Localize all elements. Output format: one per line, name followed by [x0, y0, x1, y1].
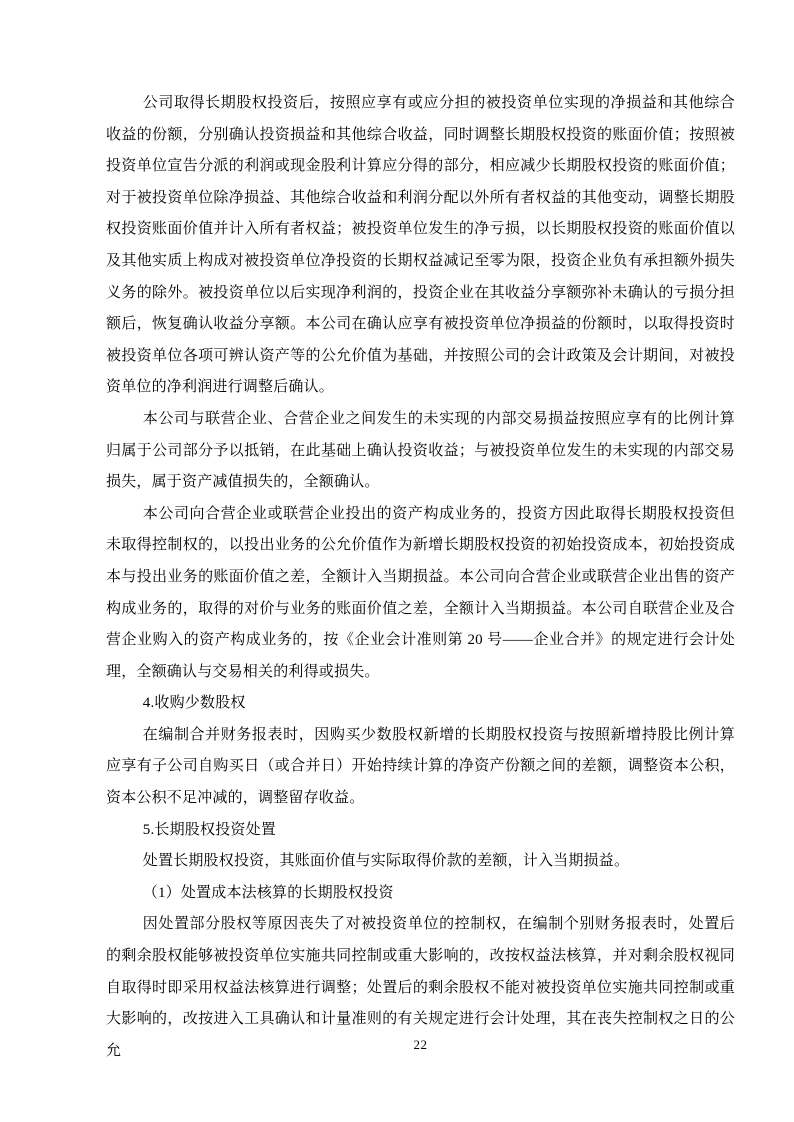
document-body [106, 88, 735, 1067]
paragraph-minority-interest-consolidation: 在编制合并财务报表时，因购买少数股权新增的长期股权投资与按照新增持股比例计算应享有子公司自购买日（或合并日）开始持续计算的净资产份额之间的差额，调整资本公积，资本公积不足冲减的，调整留存收益。 [106, 726, 735, 807]
section-heading-acquire-minority-interest: 4.收购少数股权 [142, 695, 246, 712]
page-footer [106, 1036, 735, 1054]
page-number: 22 [413, 1037, 428, 1052]
subsection-heading-disposal-cost-method: （1）处置成本法核算的长期股权投资 [142, 884, 394, 901]
paragraph-loss-of-control-treatment: 因处置部分股权等原因丧失了对被投资单位的控制权，在编制个别财务报表时，处置后的剩余股权能够被投资单位实施共同控制或重大影响的，改按权益法核算，并对剩余股权视同自取得时即采用权益法核算进行调整；处置后的剩余股权不能对被投资单位实施共同控制或重大影响的，改按进入工具确认和计量准则的有关规定进行会计处理，其在丧失控制权之日的公允 [106, 916, 735, 1059]
paragraph-asset-contribution-to-jv: 本公司向合营企业或联营企业投出的资产构成业务的，投资方因此取得长期股权投资但未取得控制权的，以投出业务的公允价值作为新增长期股权投资的初始投资成本，初始投资成本与投出业务的账面价值之差，全额计入当期损益。本公司向合营企业或联营企业出售的资产构成业务的，取得的对价与业务的账面价值之差，全额计入当期损益。本公司自联营企业及合营企业购入的资产构成业务的，按《企业会计准则第 20 号——企业合并》的规定进行会计处理，全额确认与交易相关的利得或损失。 [106, 505, 735, 680]
paragraph-equity-method-subsequent-measurement: 公司取得长期股权投资后，按照应享有或应分担的被投资单位实现的净损益和其他综合收益的份额，分别确认投资损益和其他综合收益，同时调整长期股权投资的账面价值；按照被投资单位宣告分派的利润或现金股利计算应分得的部分，相应减少长期股权投资的账面价值；对于被投资单位除净损益、其他综合收益和利润分配以外所有者权益的其他变动，调整长期股权投资账面价值并计入所有者权益；被投资单位发生的净亏损，以长期股权投资的账面价值以及其他实质上构成对被投资单位净投资的长期权益减记至零为限，投资企业负有承担额外损失义务的除外。被投资单位以后实现净利润的，投资企业在其收益分享额弥补未确认的亏损分担额后，恢复确认收益分享额。本公司在确认应享有被投资单位净损益的份额时，以取得投资时被投资单位各项可辨认资产等的公允价值为基础，并按照公司的会计政策及会计期间，对被投资单位的净利润进行调整后确认。 [106, 95, 735, 396]
section-heading-disposal-of-lt-equity-investment: 5.长期股权投资处置 [142, 821, 277, 838]
paragraph-disposal-general: 处置长期股权投资，其账面价值与实际取得价款的差额，计入当期损益。 [142, 853, 630, 870]
paragraph-unrealized-internal-transactions: 本公司与联营企业、合营企业之间发生的未实现的内部交易损益按照应享有的比例计算归属于公司部分予以抵销，在此基础上确认投资收益；与被投资单位发生的未实现的内部交易损失，属于资产减值损失的，全额确认。 [106, 410, 735, 491]
